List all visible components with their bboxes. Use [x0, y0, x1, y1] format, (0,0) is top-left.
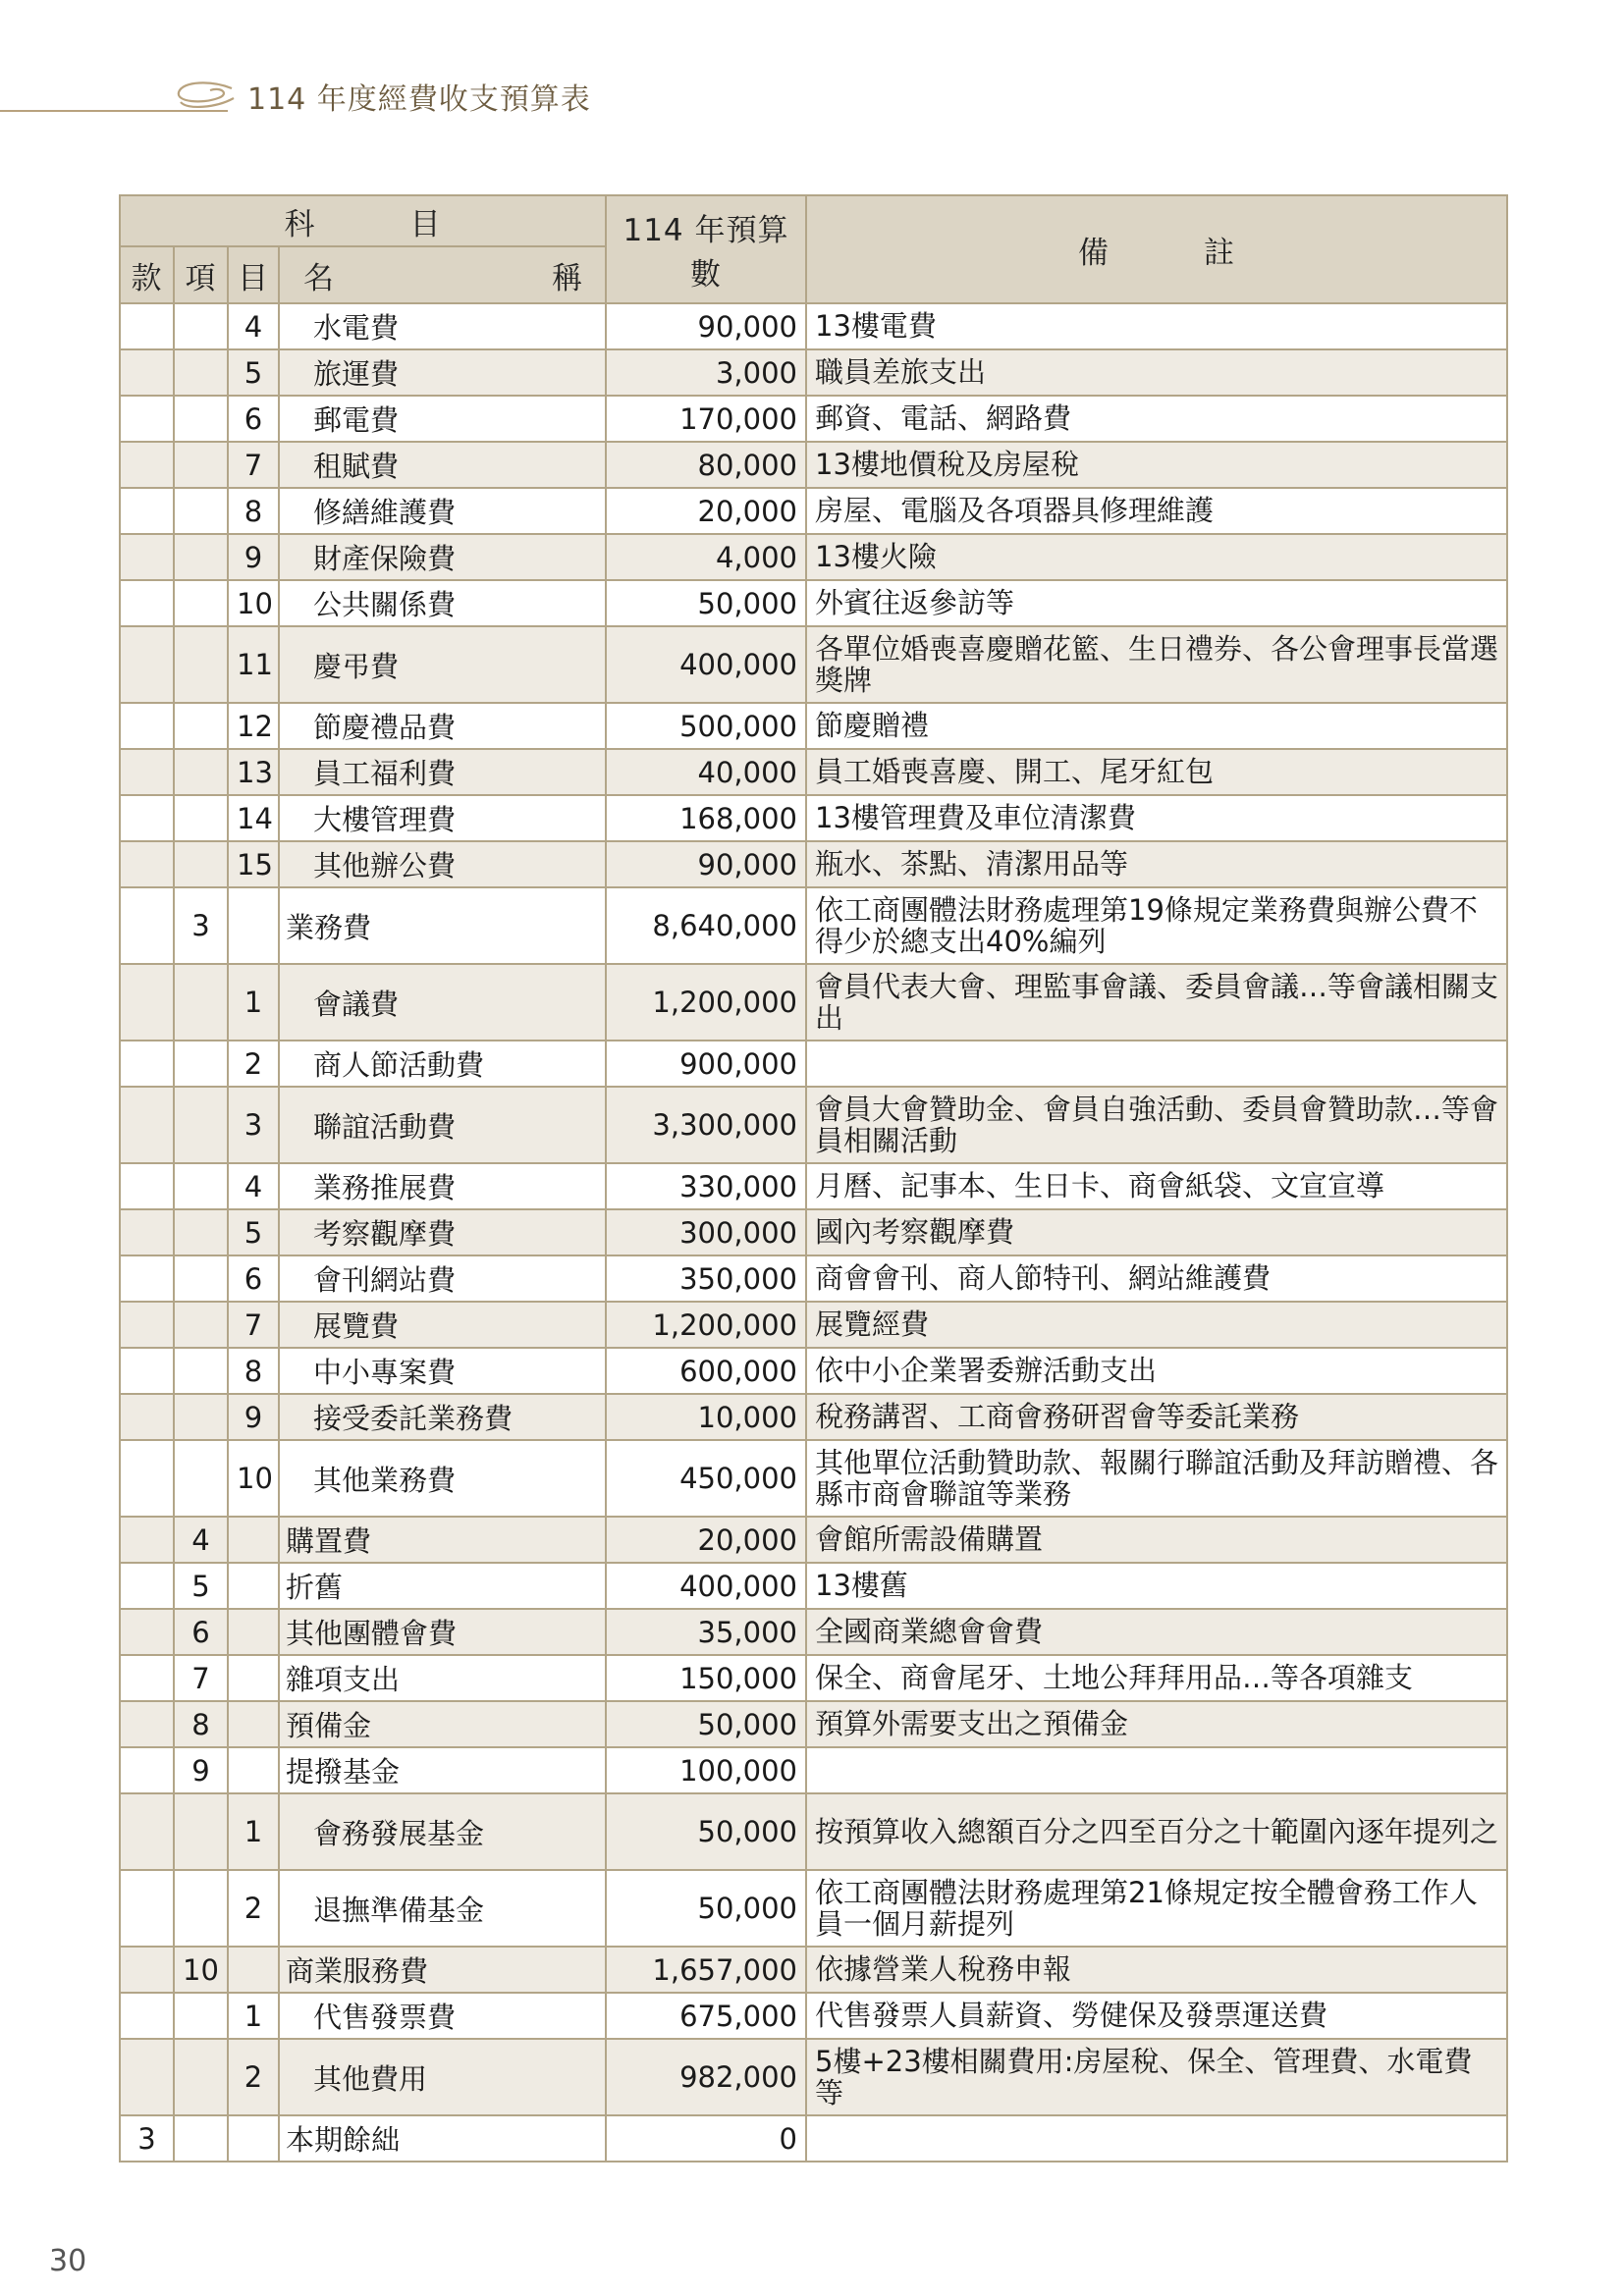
mu-cell: 6 — [228, 396, 279, 442]
kuan-cell — [120, 1870, 174, 1947]
xiang-cell — [174, 1302, 228, 1348]
kuan-cell — [120, 2039, 174, 2115]
kuan-cell — [120, 749, 174, 795]
mu-cell: 1 — [228, 1793, 279, 1870]
mu-cell: 7 — [228, 1302, 279, 1348]
amount-cell: 0 — [606, 2115, 806, 2162]
note-cell: 瓶水、茶點、清潔用品等 — [806, 841, 1507, 887]
note-cell: 依工商團體法財務處理第19條規定業務費與辦公費不得少於總支出40%編列 — [806, 887, 1507, 964]
table-row — [120, 703, 1507, 749]
xiang-cell: 8 — [174, 1701, 228, 1747]
xiang-cell — [174, 1041, 228, 1087]
mu-cell: 5 — [228, 1209, 279, 1255]
table-row — [120, 2115, 1507, 2162]
xiang-cell — [174, 1793, 228, 1870]
xiang-cell — [174, 1255, 228, 1302]
note-cell: 商會會刊、商人節特刊、網站維護費 — [806, 1255, 1507, 1302]
mu-cell: 2 — [228, 2039, 279, 2115]
mu-cell: 8 — [228, 1348, 279, 1394]
amount-cell: 500,000 — [606, 703, 806, 749]
mu-cell: 10 — [228, 1440, 279, 1517]
mu-cell: 1 — [228, 964, 279, 1041]
mu-cell: 11 — [228, 626, 279, 703]
item-name-cell: 郵電費 — [279, 396, 606, 442]
xiang-cell — [174, 303, 228, 349]
mu-cell: 2 — [228, 1870, 279, 1947]
kuan-cell — [120, 488, 174, 534]
amount-cell: 90,000 — [606, 841, 806, 887]
amount-cell: 50,000 — [606, 580, 806, 626]
xiang-cell — [174, 841, 228, 887]
mu-header: 目 — [228, 246, 279, 303]
xiang-cell: 3 — [174, 887, 228, 964]
item-name-cell: 業務推展費 — [279, 1163, 606, 1209]
note-header: 備 註 — [806, 195, 1507, 303]
note-cell: 依工商團體法財務處理第21條規定按全體會務工作人員一個月薪提列 — [806, 1870, 1507, 1947]
xiang-cell — [174, 703, 228, 749]
note-cell: 外賓往返參訪等 — [806, 580, 1507, 626]
note-cell: 會員大會贊助金、會員自強活動、委員會贊助款…等會員相關活動 — [806, 1087, 1507, 1163]
xiang-cell: 7 — [174, 1655, 228, 1701]
note-cell: 5樓+23樓相關費用:房屋稅、保全、管理費、水電費等 — [806, 2039, 1507, 2115]
header-row-1 — [120, 195, 1507, 246]
xiang-cell — [174, 795, 228, 841]
table-row — [120, 396, 1507, 442]
table-row — [120, 1209, 1507, 1255]
note-cell: 月曆、記事本、生日卡、商會紙袋、文宣宣導 — [806, 1163, 1507, 1209]
mu-cell: 5 — [228, 349, 279, 396]
subject-header: 科 目 — [120, 195, 606, 246]
xiang-cell — [174, 1163, 228, 1209]
table-row — [120, 1993, 1507, 2039]
item-name-cell: 其他團體會費 — [279, 1609, 606, 1655]
item-name-cell: 旅運費 — [279, 349, 606, 396]
xiang-cell — [174, 1870, 228, 1947]
note-cell: 全國商業總會會費 — [806, 1609, 1507, 1655]
xiang-cell — [174, 1209, 228, 1255]
table-row — [120, 626, 1507, 703]
note-cell: 稅務講習、工商會務研習會等委託業務 — [806, 1394, 1507, 1440]
mu-cell — [228, 1947, 279, 1993]
xiang-cell — [174, 1993, 228, 2039]
note-cell: 房屋、電腦及各項器具修理維護 — [806, 488, 1507, 534]
table-row — [120, 1563, 1507, 1609]
note-cell: 保全、商會尾牙、土地公拜拜用品…等各項雜支 — [806, 1655, 1507, 1701]
amount-cell: 330,000 — [606, 1163, 806, 1209]
kuan-cell — [120, 1793, 174, 1870]
mu-cell: 3 — [228, 1087, 279, 1163]
note-cell: 國內考察觀摩費 — [806, 1209, 1507, 1255]
amount-cell: 170,000 — [606, 396, 806, 442]
mu-cell: 12 — [228, 703, 279, 749]
kuan-cell — [120, 1993, 174, 2039]
xiang-cell: 10 — [174, 1947, 228, 1993]
table-row — [120, 795, 1507, 841]
item-name-cell: 雜項支出 — [279, 1655, 606, 1701]
name-header-left: 名 — [303, 260, 335, 296]
table-row — [120, 1947, 1507, 1993]
amount-cell: 40,000 — [606, 749, 806, 795]
note-cell: 按預算收入總額百分之四至百分之十範圍內逐年提列之 — [806, 1793, 1507, 1870]
note-cell: 依中小企業署委辦活動支出 — [806, 1348, 1507, 1394]
amount-cell: 80,000 — [606, 442, 806, 488]
item-name-cell: 會議費 — [279, 964, 606, 1041]
amount-cell: 150,000 — [606, 1655, 806, 1701]
xiang-cell: 5 — [174, 1563, 228, 1609]
note-cell: 13樓電費 — [806, 303, 1507, 349]
xiang-cell: 4 — [174, 1517, 228, 1563]
item-name-cell: 折舊 — [279, 1563, 606, 1609]
mu-cell: 6 — [228, 1255, 279, 1302]
item-name-cell: 大樓管理費 — [279, 795, 606, 841]
xiang-cell — [174, 626, 228, 703]
kuan-cell — [120, 1655, 174, 1701]
item-name-cell: 會務發展基金 — [279, 1793, 606, 1870]
mu-cell: 1 — [228, 1993, 279, 2039]
kuan-cell — [120, 396, 174, 442]
kuan-cell — [120, 303, 174, 349]
item-name-cell: 商業服務費 — [279, 1947, 606, 1993]
table-row — [120, 349, 1507, 396]
amount-cell: 4,000 — [606, 534, 806, 580]
amount-cell: 400,000 — [606, 626, 806, 703]
table-row — [120, 1440, 1507, 1517]
item-name-cell: 租賦費 — [279, 442, 606, 488]
amount-cell: 1,200,000 — [606, 1302, 806, 1348]
item-name-cell: 展覽費 — [279, 1302, 606, 1348]
note-cell: 會館所需設備購置 — [806, 1517, 1507, 1563]
page-title: 114 年度經費收支預算表 — [247, 82, 591, 117]
kuan-cell — [120, 1947, 174, 1993]
kuan-cell — [120, 1440, 174, 1517]
item-name-cell: 本期餘絀 — [279, 2115, 606, 2162]
note-cell: 其他單位活動贊助款、報關行聯誼活動及拜訪贈禮、各縣市商會聯誼等業務 — [806, 1440, 1507, 1517]
kuan-cell — [120, 442, 174, 488]
mu-cell: 4 — [228, 1163, 279, 1209]
note-cell: 各單位婚喪喜慶贈花籃、生日禮券、各公會理事長當選獎牌 — [806, 626, 1507, 703]
page-number: 30 — [49, 2244, 87, 2278]
table-row — [120, 1394, 1507, 1440]
table-row — [120, 1517, 1507, 1563]
kuan-cell — [120, 1041, 174, 1087]
amount-cell: 1,657,000 — [606, 1947, 806, 1993]
item-name-cell: 代售發票費 — [279, 1993, 606, 2039]
xiang-cell — [174, 580, 228, 626]
amount-cell: 675,000 — [606, 1993, 806, 2039]
kuan-cell — [120, 703, 174, 749]
kuan-cell — [120, 349, 174, 396]
item-name-cell: 會刊網站費 — [279, 1255, 606, 1302]
kuan-cell: 3 — [120, 2115, 174, 2162]
xiang-cell — [174, 964, 228, 1041]
xiang-cell — [174, 749, 228, 795]
note-cell: 13樓舊 — [806, 1563, 1507, 1609]
note-cell: 13樓地價稅及房屋稅 — [806, 442, 1507, 488]
note-cell: 職員差旅支出 — [806, 349, 1507, 396]
table-row — [120, 749, 1507, 795]
kuan-cell — [120, 1302, 174, 1348]
table-row — [120, 442, 1507, 488]
xiang-cell — [174, 1394, 228, 1440]
kuan-cell — [120, 1348, 174, 1394]
item-name-cell: 員工福利費 — [279, 749, 606, 795]
table-row — [120, 1163, 1507, 1209]
kuan-cell — [120, 841, 174, 887]
mu-cell: 9 — [228, 534, 279, 580]
kuan-cell — [120, 580, 174, 626]
kuan-cell — [120, 1701, 174, 1747]
table-row — [120, 1087, 1507, 1163]
note-cell: 節慶贈禮 — [806, 703, 1507, 749]
mu-cell: 15 — [228, 841, 279, 887]
xiang-cell — [174, 1348, 228, 1394]
xiang-cell — [174, 534, 228, 580]
table-row — [120, 1348, 1507, 1394]
item-name-cell: 商人節活動費 — [279, 1041, 606, 1087]
table-row — [120, 488, 1507, 534]
mu-cell — [228, 1655, 279, 1701]
table-row — [120, 887, 1507, 964]
item-name-cell: 慶弔費 — [279, 626, 606, 703]
table-row — [120, 1609, 1507, 1655]
kuan-cell — [120, 1747, 174, 1793]
note-cell: 代售發票人員薪資、勞健保及發票運送費 — [806, 1993, 1507, 2039]
note-cell — [806, 2115, 1507, 2162]
note-cell: 員工婚喪喜慶、開工、尾牙紅包 — [806, 749, 1507, 795]
note-cell: 13樓火險 — [806, 534, 1507, 580]
xiang-cell — [174, 396, 228, 442]
table-row — [120, 580, 1507, 626]
xiang-cell: 6 — [174, 1609, 228, 1655]
amount-cell: 600,000 — [606, 1348, 806, 1394]
budget-header: 114 年預算數 — [606, 195, 806, 303]
kuan-cell — [120, 1209, 174, 1255]
mu-cell — [228, 1609, 279, 1655]
xiang-cell: 9 — [174, 1747, 228, 1793]
note-cell — [806, 1041, 1507, 1087]
table-row — [120, 1701, 1507, 1747]
note-cell: 會員代表大會、理監事會議、委員會議…等會議相關支出 — [806, 964, 1507, 1041]
item-name-cell: 考察觀摩費 — [279, 1209, 606, 1255]
table-row — [120, 841, 1507, 887]
amount-cell: 50,000 — [606, 1701, 806, 1747]
note-cell: 13樓管理費及車位清潔費 — [806, 795, 1507, 841]
amount-cell: 50,000 — [606, 1870, 806, 1947]
budget-body — [120, 303, 1507, 2162]
swirl-ornament-icon — [173, 79, 238, 114]
amount-cell: 90,000 — [606, 303, 806, 349]
name-header — [279, 246, 606, 303]
amount-cell: 20,000 — [606, 488, 806, 534]
table-row — [120, 1793, 1507, 1870]
note-cell: 展覽經費 — [806, 1302, 1507, 1348]
kuan-cell — [120, 1563, 174, 1609]
item-name-cell: 節慶禮品費 — [279, 703, 606, 749]
table-row — [120, 1747, 1507, 1793]
kuan-cell — [120, 534, 174, 580]
item-name-cell: 業務費 — [279, 887, 606, 964]
xiang-header: 項 — [174, 246, 228, 303]
xiang-cell — [174, 2115, 228, 2162]
item-name-cell: 接受委託業務費 — [279, 1394, 606, 1440]
item-name-cell: 預備金 — [279, 1701, 606, 1747]
xiang-cell — [174, 442, 228, 488]
mu-cell — [228, 1563, 279, 1609]
item-name-cell: 中小專案費 — [279, 1348, 606, 1394]
note-cell — [806, 1747, 1507, 1793]
amount-cell: 350,000 — [606, 1255, 806, 1302]
mu-cell: 13 — [228, 749, 279, 795]
item-name-cell: 財產保險費 — [279, 534, 606, 580]
amount-cell: 450,000 — [606, 1440, 806, 1517]
kuan-cell — [120, 1517, 174, 1563]
amount-cell: 900,000 — [606, 1041, 806, 1087]
item-name-cell: 提撥基金 — [279, 1747, 606, 1793]
mu-cell — [228, 1517, 279, 1563]
amount-cell: 3,300,000 — [606, 1087, 806, 1163]
xiang-cell — [174, 349, 228, 396]
mu-cell: 8 — [228, 488, 279, 534]
item-name-cell: 聯誼活動費 — [279, 1087, 606, 1163]
amount-cell: 50,000 — [606, 1793, 806, 1870]
kuan-cell — [120, 626, 174, 703]
xiang-cell — [174, 2039, 228, 2115]
amount-cell: 10,000 — [606, 1394, 806, 1440]
mu-cell: 10 — [228, 580, 279, 626]
table-row — [120, 303, 1507, 349]
kuan-cell — [120, 1087, 174, 1163]
item-name-cell: 修繕維護費 — [279, 488, 606, 534]
table-row — [120, 964, 1507, 1041]
amount-cell: 982,000 — [606, 2039, 806, 2115]
mu-cell — [228, 1747, 279, 1793]
mu-cell: 2 — [228, 1041, 279, 1087]
item-name-cell: 水電費 — [279, 303, 606, 349]
amount-cell: 20,000 — [606, 1517, 806, 1563]
budget-table — [119, 194, 1508, 2163]
item-name-cell: 公共關係費 — [279, 580, 606, 626]
amount-cell: 35,000 — [606, 1609, 806, 1655]
kuan-header: 款 — [120, 246, 174, 303]
amount-cell: 3,000 — [606, 349, 806, 396]
kuan-cell — [120, 1394, 174, 1440]
mu-cell: 4 — [228, 303, 279, 349]
table-row — [120, 1041, 1507, 1087]
table-row — [120, 534, 1507, 580]
mu-cell — [228, 887, 279, 964]
kuan-cell — [120, 795, 174, 841]
amount-cell: 1,200,000 — [606, 964, 806, 1041]
item-name-cell: 其他業務費 — [279, 1440, 606, 1517]
kuan-cell — [120, 1255, 174, 1302]
kuan-cell — [120, 1609, 174, 1655]
xiang-cell — [174, 1087, 228, 1163]
table-row — [120, 1302, 1507, 1348]
table-row — [120, 1255, 1507, 1302]
item-name-cell: 退撫準備基金 — [279, 1870, 606, 1947]
mu-cell — [228, 2115, 279, 2162]
note-cell: 依據營業人稅務申報 — [806, 1947, 1507, 1993]
table-row — [120, 1870, 1507, 1947]
amount-cell: 168,000 — [606, 795, 806, 841]
item-name-cell: 其他辦公費 — [279, 841, 606, 887]
item-name-cell: 購置費 — [279, 1517, 606, 1563]
kuan-cell — [120, 964, 174, 1041]
amount-cell: 400,000 — [606, 1563, 806, 1609]
amount-cell: 300,000 — [606, 1209, 806, 1255]
amount-cell: 100,000 — [606, 1747, 806, 1793]
xiang-cell — [174, 1440, 228, 1517]
kuan-cell — [120, 1163, 174, 1209]
mu-cell — [228, 1701, 279, 1747]
mu-cell: 9 — [228, 1394, 279, 1440]
mu-cell: 14 — [228, 795, 279, 841]
table-row — [120, 2039, 1507, 2115]
kuan-cell — [120, 887, 174, 964]
xiang-cell — [174, 488, 228, 534]
name-header-right: 稱 — [552, 260, 583, 296]
note-cell: 預算外需要支出之預備金 — [806, 1701, 1507, 1747]
amount-cell: 8,640,000 — [606, 887, 806, 964]
mu-cell: 7 — [228, 442, 279, 488]
item-name-cell: 其他費用 — [279, 2039, 606, 2115]
table-row — [120, 1655, 1507, 1701]
note-cell: 郵資、電話、網路費 — [806, 396, 1507, 442]
